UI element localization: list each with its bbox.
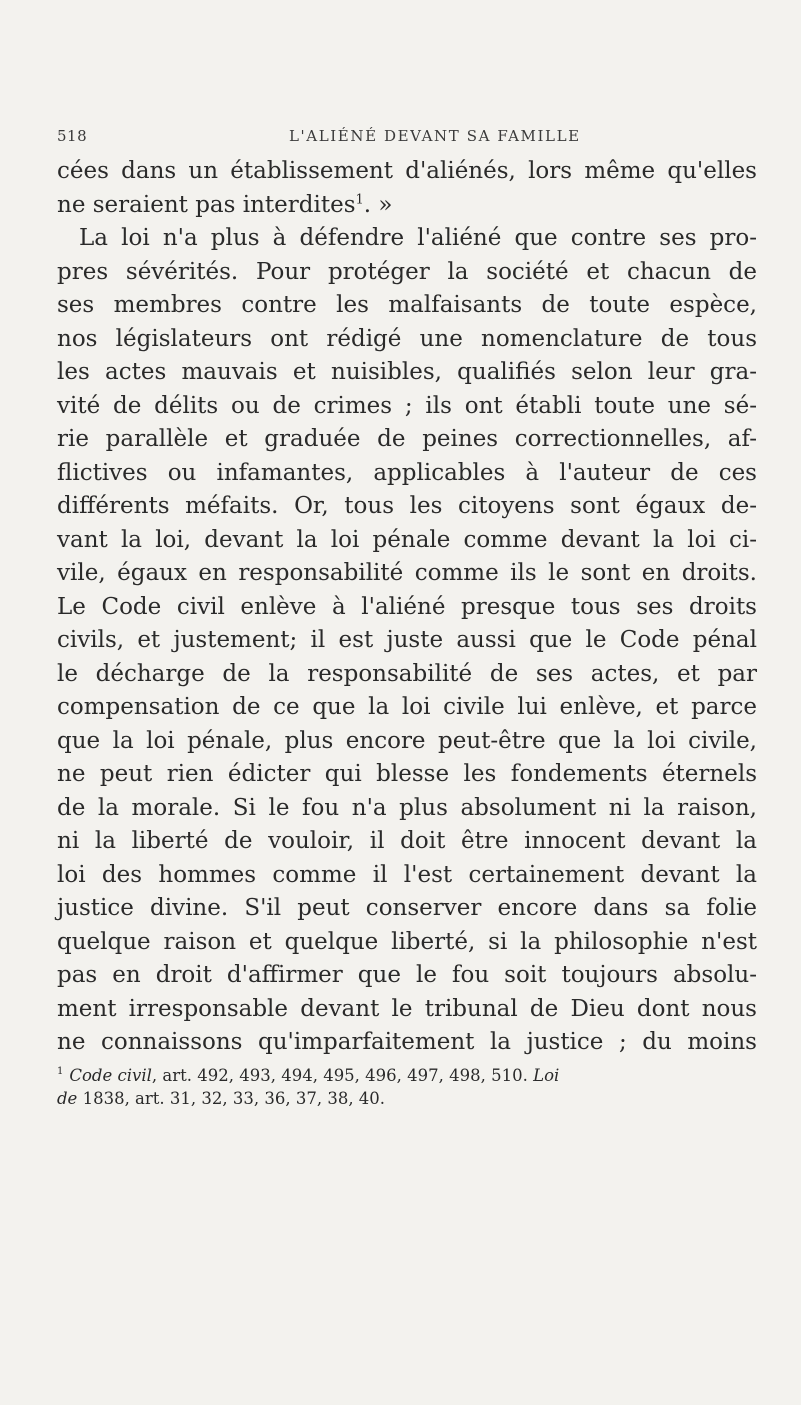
text-line-content: ne seraient pas interdites bbox=[57, 191, 356, 218]
footnote-line-2 bbox=[57, 1089, 757, 1108]
text-line: quelque raison et quelque liberté, si la philosophie n'est bbox=[57, 928, 757, 955]
text-line: de la morale. Si le fou n'a plus absolument ni la raison, bbox=[57, 794, 757, 821]
text-line: ni la liberté de vouloir, il doit être innocent devant la bbox=[57, 828, 757, 854]
text-line: pas en droit d'affirmer que le fou soit toujours absolu- bbox=[57, 962, 757, 988]
text-line: loi des hommes comme il l'est certainement devant la bbox=[57, 861, 757, 888]
text-line: ne connaissons qu'imparfaitement la justice ; du moins bbox=[57, 1029, 757, 1055]
footnote-italic: Code civil bbox=[69, 1065, 152, 1085]
text-line: nos législateurs ont rédigé une nomenclature de tous bbox=[57, 325, 757, 352]
footnote-text: 1838, art. 31, 32, 33, 36, 37, 38, 40. bbox=[77, 1088, 386, 1108]
text-line: différents méfaits. Or, tous les citoyens sont égaux de- bbox=[57, 493, 757, 519]
text-line: que la loi pénale, plus encore peut-être que la loi civile, bbox=[57, 727, 757, 754]
footnote-italic: Loi bbox=[533, 1065, 560, 1085]
footnote-italic: de bbox=[57, 1088, 78, 1108]
text-line: compensation de ce que la loi civile lui enlève, et parce bbox=[57, 694, 757, 720]
text-line: flictives ou infamantes, applicables à l'auteur de ces bbox=[57, 459, 757, 486]
page-number: 518 bbox=[57, 127, 88, 145]
body-text bbox=[57, 155, 757, 1108]
text-line: ne peut rien édicter qui blesse les fondements éternels bbox=[57, 761, 757, 787]
footnote-line-1 bbox=[57, 1066, 757, 1085]
text-line: justice divine. S'il peut conserver encore dans sa folie bbox=[57, 895, 757, 921]
text-line: vité de délits ou de crimes ; ils ont établi toute une sé- bbox=[57, 392, 757, 419]
text-line-tail: . » bbox=[363, 191, 393, 218]
text-line: rie parallèle et graduée de peines correctionnelles, af- bbox=[57, 426, 757, 452]
text-line: La loi n'a plus à défendre l'aliéné que contre ses pro- bbox=[79, 225, 757, 251]
text-line: ment irresponsable devant le tribunal de Dieu dont nous bbox=[57, 995, 757, 1022]
text-line: Le Code civil enlève à l'aliéné presque tous ses droits bbox=[57, 593, 757, 620]
text-line: civils, et justement; il est juste aussi que le Code pénal bbox=[57, 627, 757, 653]
text-line bbox=[57, 189, 757, 223]
text-line: vile, égaux en responsabilité comme ils le sont en droits. bbox=[57, 560, 757, 586]
text-line: pres sévérités. Pour protéger la société et chacun de bbox=[57, 258, 757, 285]
footnote-reference: 1 bbox=[355, 191, 364, 207]
text-line: les actes mauvais et nuisibles, qualifiés selon leur gra- bbox=[57, 359, 757, 385]
footnote-text: , art. 492, 493, 494, 495, 496, 497, 498, 510. bbox=[151, 1065, 534, 1085]
text-line: vant la loi, devant la loi pénale comme devant la loi ci- bbox=[57, 526, 757, 553]
text-line: le décharge de la responsabilité de ses actes, et par bbox=[57, 660, 757, 687]
text-line: ses membres contre les malfaisants de toute espèce, bbox=[57, 292, 757, 318]
text-line: cées dans un établissement d'aliénés, lors même qu'elles bbox=[57, 158, 757, 184]
footnote-mark: 1 bbox=[57, 1066, 64, 1077]
running-head: L'ALIÉNÉ DEVANT SA FAMILLE bbox=[289, 127, 581, 145]
page-header bbox=[57, 127, 697, 151]
